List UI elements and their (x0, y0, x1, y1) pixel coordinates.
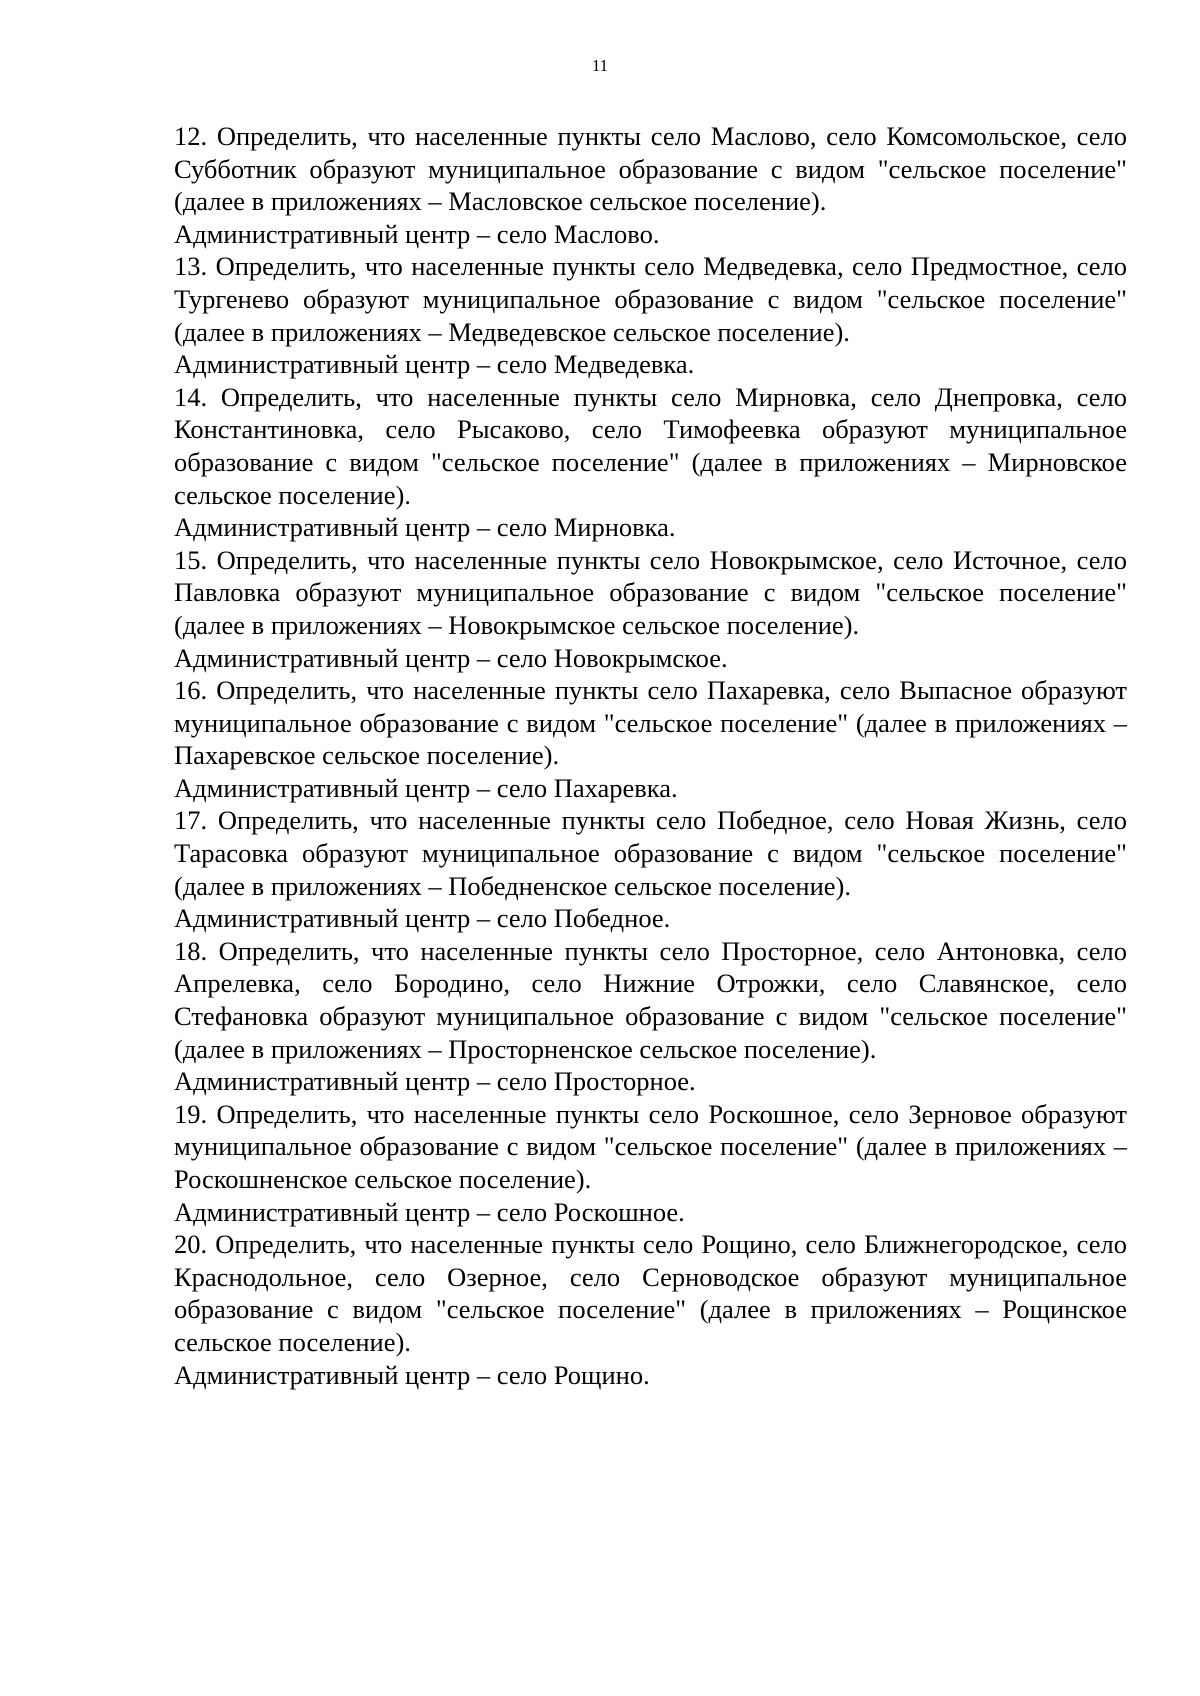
paragraph-item-17: 17. Определить, что населенные пункты село Победное, село Новая Жизнь, село Тарасовка образуют муниципальное образование с видом "сельское поселение" (далее в приложениях – Победненское сельское поселение). (174, 805, 1127, 901)
paragraph-item-14: 14. Определить, что населенные пункты село Мирновка, село Днепровка, село Константиновка, село Рысаково, село Тимофеевка образуют муниципальное образование с видом "сельское поселение" (далее в приложениях – Мирновское сельское поселение). (174, 381, 1127, 510)
paragraph-item-20: 20. Определить, что населенные пункты село Рощино, село Ближнегородское, село Краснодольное, село Озерное, село Серноводское образуют муниципальное образование с видом "сельское поселение" (далее в приложениях – Рощинское сельское поселение). (174, 1229, 1127, 1357)
paragraph-item-12: 12. Определить, что населенные пункты село Маслово, село Комсомольское, село Субботник образуют муниципальное образование с видом "сельское поселение" (далее в приложениях – Масловское сельское поселение). (174, 121, 1127, 217)
administrative-center-12: Административный центр – село Маслово. (174, 218, 660, 249)
administrative-center-16: Административный центр – село Пахаревка. (174, 772, 678, 803)
administrative-center-14: Административный центр – село Мирновка. (174, 512, 676, 543)
administrative-center-13: Административный центр – село Медведевка. (174, 349, 695, 380)
paragraph-item-15: 15. Определить, что населенные пункты село Новокрымское, село Источное, село Павловка образуют муниципальное образование с видом "сельское поселение" (далее в приложениях – Новокрымское сельское поселение). (174, 544, 1127, 640)
administrative-center-17: Административный центр – село Победное. (174, 903, 671, 934)
paragraph-item-19: 19. Определить, что населенные пункты село Роскошное, село Зерновое образуют муниципальное образование с видом "сельское поселение" (далее в приложениях – Роскошненское сельское поселение). (174, 1098, 1127, 1194)
page-number: 11 (591, 56, 609, 75)
document-body (174, 120, 1127, 1391)
administrative-center-15: Административный центр – село Новокрымское. (174, 642, 728, 673)
administrative-center-18: Административный центр – село Просторное. (174, 1066, 696, 1097)
paragraph-item-16: 16. Определить, что населенные пункты село Пахаревка, село Выпасное образуют муниципальное образование с видом "сельское поселение" (далее в приложениях – Пахаревское сельское поселение). (174, 675, 1127, 771)
paragraph-item-18: 18. Определить, что населенные пункты село Просторное, село Антоновка, село Апрелевка, село Бородино, село Нижние Отрожки, село Славянское, село Стефановка образуют муниципальное образование с видом "сельское поселение" (далее в приложениях – Просторненское сельское поселение). (174, 935, 1127, 1064)
administrative-center-19: Административный центр – село Роскошное. (174, 1196, 685, 1227)
paragraph-item-13: 13. Определить, что населенные пункты село Медведевка, село Предмостное, село Тургенево образуют муниципальное образование с видом "сельское поселение" (далее в приложениях – Медведевское сельское поселение). (174, 251, 1127, 347)
administrative-center-20: Административный центр – село Рощино. (174, 1359, 650, 1390)
